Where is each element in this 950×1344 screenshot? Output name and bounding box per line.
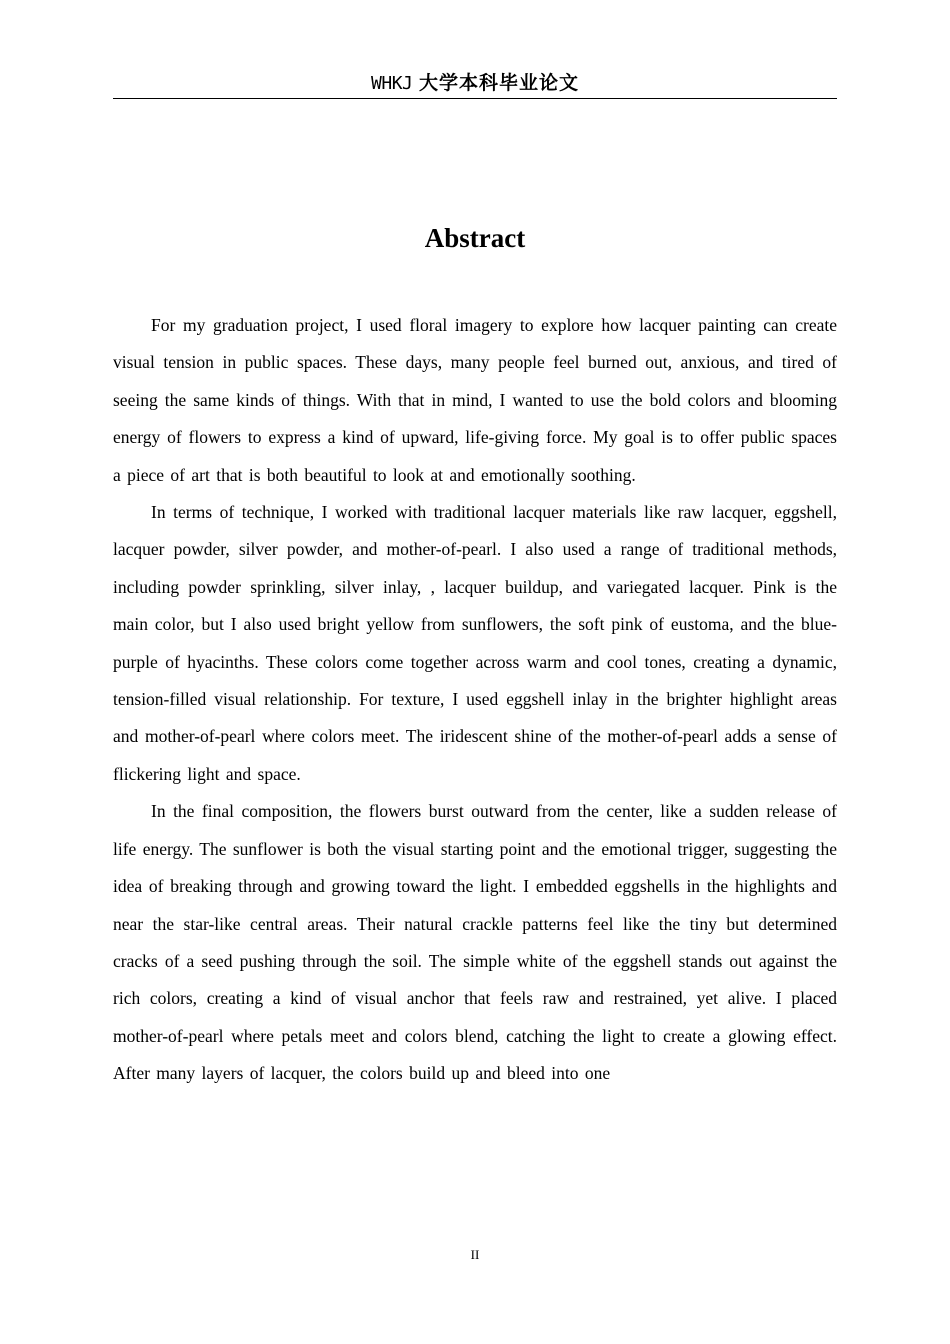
page-title: Abstract <box>424 223 526 253</box>
header-latin-text: WHKJ <box>371 73 413 94</box>
page-number: II <box>470 1247 480 1262</box>
paragraph: In terms of technique, I worked with traditional lacquer materials like raw lacquer, eggshell, lacquer powder, silver powder, and mother-of-pearl. I also used a range of traditional methods, including powder sprinkling, silver inlay, , lacquer buildup, and variegated lacquer. Pink is the main color, but I also used bright yellow from sunflowers, the soft pink of eustoma, and the blue-purple of hyacinths. These colors come together across warm and cool tones, creating a dynamic, tension-filled visual relationship. For texture, I used eggshell inlay in the brighter highlight areas and mother-of-pearl where colors meet. The iridescent shine of the mother-of-pearl adds a sense of flickering light and space. <box>113 502 837 784</box>
paragraph: In the final composition, the flowers burst outward from the center, like a sudden release of life energy. The sunflower is both the visual starting point and the emotional trigger, suggesting the idea of breaking through and growing toward the light. I embedded eggshells in the highlights and near the star-like central areas. Their natural crackle patterns feel like the tiny but determined cracks of a seed pushing through the soil. The simple white of the eggshell stands out against the rich colors, creating a kind of visual anchor that feels raw and restrained, yet alive. I placed mother-of-pearl where petals meet and colors blend, catching the light to create a glowing effect. After many layers of lacquer, the colors build up and bleed into one <box>113 801 837 1084</box>
abstract-body <box>113 307 837 1203</box>
header-cjk-text: 大学本科毕业论文 <box>418 72 579 94</box>
paragraph: For my graduation project, I used floral imagery to explore how lacquer painting can create visual tension in public spaces. These days, many people feel burned out, anxious, and tired of seeing the same kinds of things. With that in mind, I wanted to use the bold colors and blooming energy of flowers to express a kind of upward, life-giving force. My goal is to offer public spaces a piece of art that is both beautiful to look at and emotionally soothing. <box>113 315 837 485</box>
header-rule <box>113 98 837 99</box>
running-header <box>113 70 837 96</box>
